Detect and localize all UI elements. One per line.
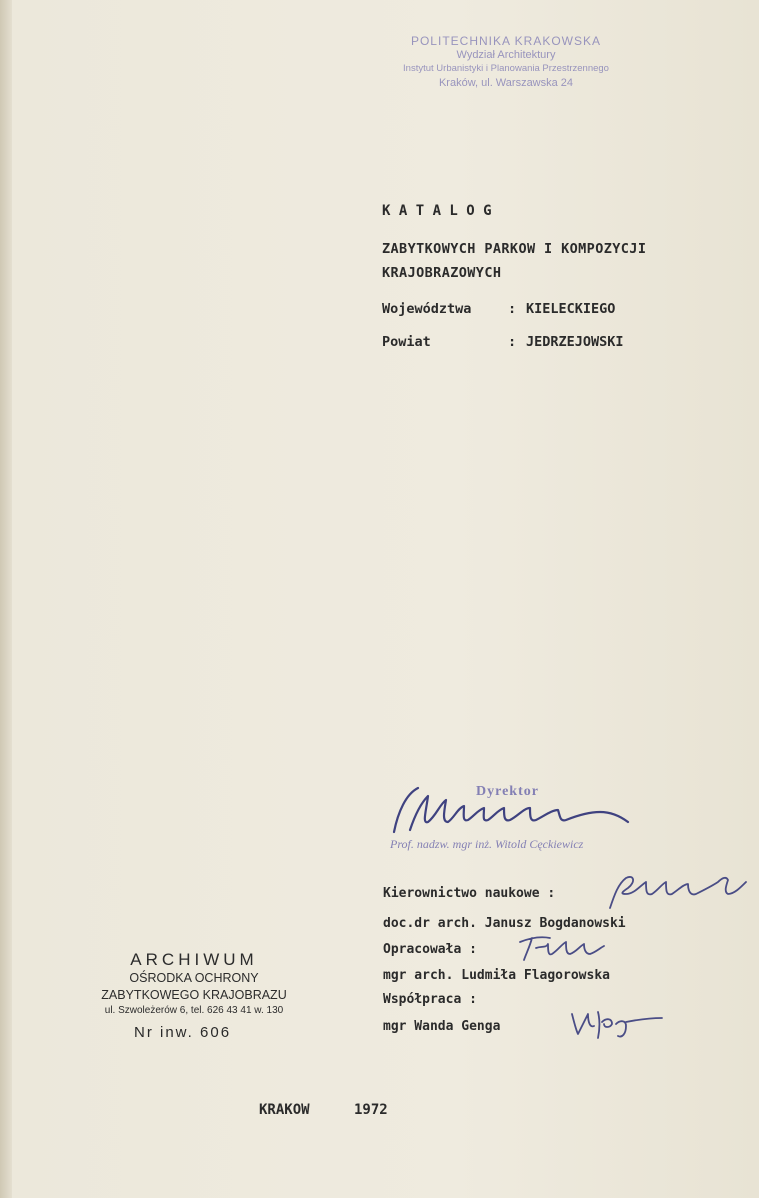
archive-stamp-line3: ZABYTKOWEGO KRAJOBRAZU (101, 988, 287, 1002)
director-signature (388, 782, 638, 842)
supervisor-signature (600, 872, 750, 912)
catalog-title-line1: ZABYTKOWYCH PARKOW I KOMPOZYCJI (382, 241, 647, 257)
county-label: Powiat (382, 334, 431, 350)
county-value: JEDRZEJOWSKI (526, 334, 624, 350)
author-signature (516, 932, 606, 964)
footer-city: KRAKOW (259, 1102, 310, 1118)
prepared-label: Opracowała : (383, 942, 477, 957)
archive-stamp (88, 950, 300, 1018)
catalog-title-line2: KRAJOBRAZOWYCH (382, 265, 502, 281)
cooperation-name: mgr Wanda Genga (383, 1019, 501, 1034)
supervision-label: Kierownictwo naukowe : (383, 886, 556, 901)
institute-stamp-line2: Wydział Architektury (456, 49, 556, 61)
voivodeship-separator: : (508, 301, 517, 317)
voivodeship-label: Województwa (382, 301, 472, 317)
institute-stamp-line4: Kraków, ul. Warszawska 24 (438, 77, 574, 89)
institute-stamp (380, 34, 632, 90)
voivodeship-value: KIELECKIEGO (526, 301, 616, 317)
director-role: Dyrektor (476, 784, 539, 799)
institute-stamp-line3: Instytut Urbanistyki i Planowania Przestrzennego (403, 63, 609, 74)
county-separator: : (508, 334, 517, 350)
director-name: Prof. nadzw. mgr inż. Witold Cęckiewicz (390, 837, 584, 851)
prepared-name: mgr arch. Ludmiła Flagorowska (383, 968, 610, 983)
footer-year: 1972 (354, 1102, 388, 1118)
archive-stamp-address: ul. Szwoleżerów 6, tel. 626 43 41 w. 130 (104, 1005, 284, 1016)
archive-stamp-title: ARCHIWUM (130, 950, 258, 969)
catalog-heading: K A T A L O G (382, 203, 492, 219)
institute-stamp-line1: POLITECHNIKA KRAKOWSKA (410, 34, 602, 48)
cooperator-signature (566, 1004, 666, 1040)
cooperation-label: Współpraca : (383, 992, 477, 1007)
page-spine (0, 0, 12, 1198)
archive-stamp-line2: OŚRODKA OCHRONY (129, 971, 259, 985)
supervision-name: doc.dr arch. Janusz Bogdanowski (383, 916, 626, 931)
inventory-number: Nr inw. 606 (134, 1024, 232, 1041)
